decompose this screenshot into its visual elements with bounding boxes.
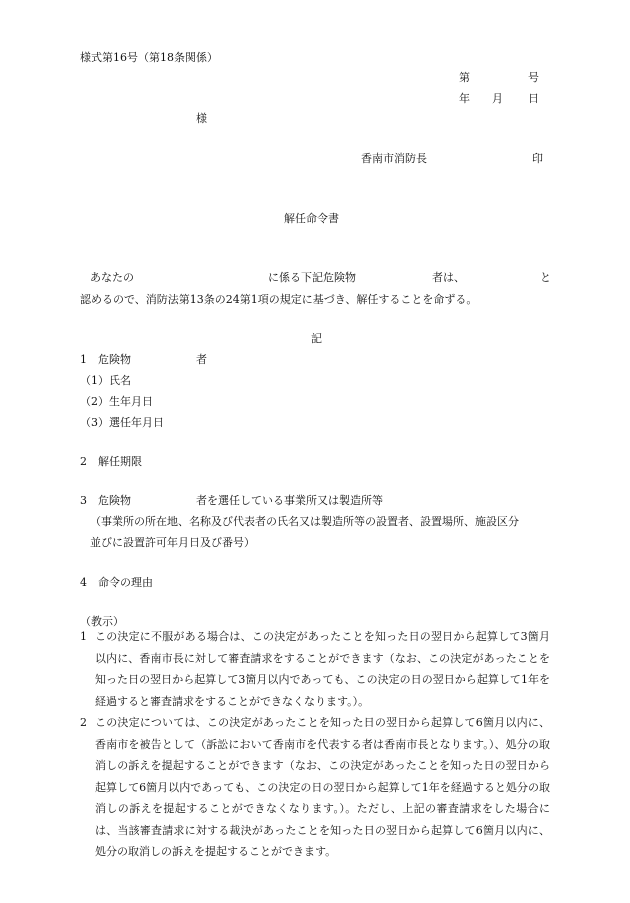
date-year: 年 [459,92,470,105]
issuer-seal: 印 [532,152,543,165]
section3-note-line2: 並びに設置許可年月日及び番号） [90,536,255,549]
intro-part-a: あなたの [90,271,134,284]
section3-note-line1: （事業所の所在地、名称及び代表者の氏名又は製造所等の設置者、設置場所、施設区分 [90,515,519,528]
number-go: 号 [528,71,539,84]
section3-heading-suffix: 者を選任している事業所又は製造所等 [196,494,383,507]
recipient-suffix: 様 [196,112,207,125]
ki-label: 記 [311,332,322,345]
section1-item-name: （1）氏名 [80,374,131,387]
kyoji-item-2 [80,712,550,863]
issuer-name: 香南市消防長 [361,152,427,165]
section1-heading: 1 危険物 [80,353,131,366]
intro-part-d: と [540,271,551,284]
kyoji-item-text: この決定に不服がある場合は、この決定があったことを知った日の翌日から起算して3箇月以内に、香南市長に対して審査請求をすることができます（なお、この決定があったことを知った日の翌日から起算して3箇月以内であっても、この決定の日の翌日から起算して1年を経過すると審査請求をすることができなくなります。）。 [95,630,550,708]
kyoji-heading: （教示） [80,615,124,628]
section2-heading: 2 解任期限 [80,455,142,468]
date-month: 月 [492,92,503,105]
section3-heading: 3 危険物 [80,494,131,507]
section4-heading: 4 命令の理由 [80,576,153,589]
intro-line2: 認めるので、消防法第13条の24第1項の規定に基づき、解任することを命ずる。 [80,293,478,306]
section1-item-birthdate: （2）生年月日 [80,395,153,408]
kyoji-item-text: この決定については、この決定があったことを知った日の翌日から起算して6箇月以内に、香南市を被告として（訴訟において香南市を代表する者は香南市長となります。）、処分の取消しの訴えを提起することができます（なお、この決定があったことを知った日の翌日から起算して6箇月以内であっても、この決定の日の翌日から起算して1年を経過すると処分の取消しの訴えを提起することができなくなります。）。ただし、上記の審査請求をした場合には、当該審査請求に対する裁決があったことを知った日の翌日から起算して6箇月以内に、処分の取消しの訴えを提起することができます。 [95,716,550,858]
section1-heading-suffix: 者 [196,353,207,366]
date-day: 日 [528,92,539,105]
section1-item-appointment-date: （3）選任年月日 [80,416,164,429]
kyoji-item-number: 2 [80,716,87,729]
number-dai: 第 [459,71,470,84]
kyoji-item-1 [80,626,550,712]
intro-part-c: 者は、 [432,271,465,284]
document-title: 解任命令書 [284,212,339,225]
form-label: 様式第16号（第18条関係） [80,51,218,64]
intro-part-b: に係る下記危険物 [268,271,356,284]
kyoji-item-number: 1 [80,630,87,643]
